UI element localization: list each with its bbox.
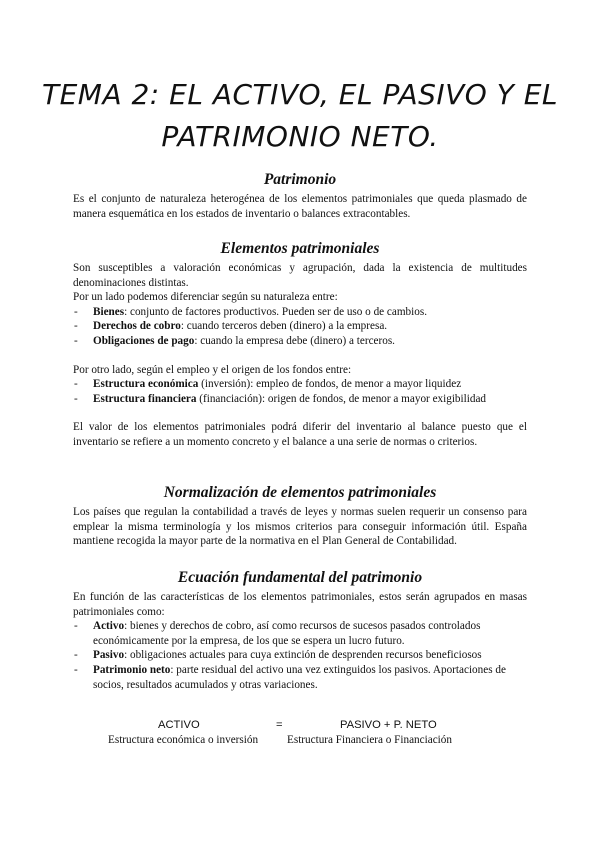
paragraph: Es el conjunto de naturaleza heterogénea de los elementos patrimoniales que queda plasmado de manera esquemática en los estados de inventario o balances extracontables.: [73, 193, 527, 220]
list-item: - Estructura económica (inversión): empleo de fondos, de menor a mayor liquidez: [74, 378, 462, 391]
section-normalizacion: [73, 505, 527, 549]
list-item: - Obligaciones de pago: cuando la empresa debe (dinero) a terceros.: [74, 334, 395, 347]
section-ecuacion: [73, 590, 527, 692]
equation-left: ACTIVO: [158, 719, 200, 731]
list-item: - Patrimonio neto: parte residual del activo una vez extinguidos los pasivos. Aportaciones de socios, resultados acumulados y otras variaciones.: [74, 663, 506, 691]
paragraph-intro: Son susceptibles a valoración económicas y agrupación, dada la existencia de multitudes denominaciones distintas.: [73, 262, 527, 289]
paragraph-lead-1: Por un lado podemos diferenciar según su naturaleza entre:: [73, 291, 338, 304]
title-line-2: PATRIMONIO NETO.: [161, 120, 439, 153]
list-item: - Estructura financiera (financiación): origen de fondos, de menor a mayor exigibilidad: [74, 392, 487, 405]
title-line-1: TEMA 2: EL ACTIVO, EL PASIVO Y EL: [41, 78, 559, 111]
section-heading-patrimonio: Patrimonio: [263, 171, 337, 188]
section-heading-normalizacion: Normalización de elementos patrimoniales: [163, 484, 437, 501]
list-item: - Derechos de cobro: cuando terceros deben (dinero) a la empresa.: [74, 320, 388, 333]
fundamental-equation: [90, 718, 510, 748]
section-elementos: [73, 261, 527, 450]
equation-right-caption: Estructura Financiera o Financiación: [287, 734, 452, 746]
section-patrimonio: [73, 192, 527, 221]
list-item: - Pasivo: obligaciones actuales para cuya extinción de desprenden recursos beneficiosos: [74, 649, 482, 662]
paragraph-lead-2: Por otro lado, según el empleo y el origen de los fondos entre:: [73, 363, 352, 376]
list-item: - Bienes: conjunto de factores productivos. Pueden ser de uso o de cambios.: [74, 305, 427, 318]
section-heading-elementos: Elementos patrimoniales: [220, 240, 380, 257]
equation-right: PASIVO + P. NETO: [340, 719, 437, 731]
paragraph-intro: En función de las características de los elementos patrimoniales, estos serán agrupados en masas patrimoniales como:: [73, 591, 527, 618]
section-heading-ecuacion: Ecuación fundamental del patrimonio: [177, 569, 423, 586]
paragraph-closing: El valor de los elementos patrimoniales podrá diferir del inventario al balance puesto que el inventario se refiere a un momento concreto y el balance a una serie de normas o criterios.: [73, 421, 527, 448]
equation-left-caption: Estructura económica o inversión: [108, 734, 259, 746]
document-title: [30, 74, 570, 158]
paragraph: Los países que regulan la contabilidad a través de leyes y normas suelen requerir un consenso para emplear la misma terminología y los mismos criterios para conseguir información útil. España mantiene recogida la mayor parte de la normativa en el Plan General de Contabilidad.: [73, 506, 527, 548]
equation-equals: =: [276, 719, 283, 731]
list-item: - Activo: bienes y derechos de cobro, así como recursos de sucesos pasados controlados económicamente por la empresa, de los que se espera un lucro futuro.: [74, 620, 481, 647]
